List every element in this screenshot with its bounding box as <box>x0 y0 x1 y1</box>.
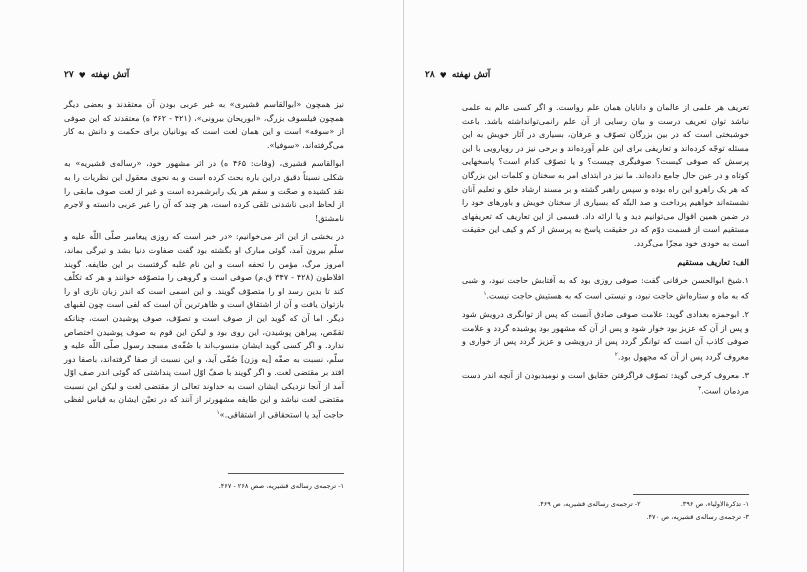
book-title: آتش نهفته <box>90 70 130 80</box>
footnote-mark: ۱ <box>216 410 220 417</box>
list-item-text: ۱.شیخ ابوالحسن خرقانی گفت: صوفی روزی بود که به آفتابش حاجت نبود، و شبی که به ماه و ستاره‌اش حاجت نبود، و نیستی است که به هستیش حاجت نیست. <box>462 275 749 301</box>
footnote: ۳- ترجمه‌ی رساله‌ی قشیریه، ص ۴۷۰. <box>646 513 749 521</box>
heart-icon: ♥ <box>439 70 447 80</box>
footnote: ۱- تذکرةالاولیاء، ص ۳۹۶. <box>680 500 749 508</box>
left-page-header <box>64 70 129 80</box>
right-page-header <box>425 70 490 80</box>
footnote: ۲- ترجمه‌ی رساله‌ی قشیریه، ص ۴۶۹. <box>538 500 641 508</box>
section-heading: الف: تعاریف مستقیم <box>677 256 749 267</box>
paragraph: تعریف هر علمی از عالمان و دانایان همان علم رواست. و اگر کسی عالم به علمی نباشد توان تعریف درست و بیان رسایی از آن علم رانمی‌توانداشته باشد. باعث خوشبختی است که در بین بزرگان تصوّف و عرفان، بسیاری در آثار خویش به این مسئله توجّه کرده‌اند و تعاریفی برای این علم آورده‌اند و برخی نیز در رویارویی با این پرسش که صوفی کیست؟ صوفیگری چیست؟ و یا تصوّف کدام است؟ پاسخهایی کوتاه و در عین حال جامع داده‌اند. ما نیز در ابتدای امر به سخنان و کلمات این بزرگان که هر یک راهرو این راه بوده و سپس راهبر گشته و بر مسند ارشاد خلق و تعلیم آنان نشسته‌اند خواهیم پرداخت و صد البتّه که بسیاری از سخنان خویش و باورهای خود را در ضمن همین اقوال می‌توانیم دید و یا ارائه داد. قسمی از این تعاریف که تعریفهای مستقیم است از قسمت دوّم که در حقیقت پاسخ به پرسش از کم و کیف این حقیقت است به خودی خود مجزّا می‌گردد. <box>462 102 749 248</box>
footnote-mark: ۳ <box>698 385 702 392</box>
paragraph: ابوالقاسم قشیری، (وفات: ۴۶۵ ه) در اثر مشهور خود، «رساله‌ی قشیریه» به شکلی نسبتاً دقیق دراین باره بحث کرده است و به نحوی معقول این نظریات را به نقد کشیده و صحّت و سقم هر یک رابرشمرده است و غیر از لغت صوف مابقی را از لحاظ ادبی ناشدنی تلقی کرده است، هر چند که آن را غیر عربی دانسته و لاجرم نامشتق! <box>64 158 344 223</box>
paragraph: نیز همچون «ابوالقاسم قشیری» به غیر عربی بودن آن معتقدند و بعضی دیگر همچون فیلسوف بزرگ، «ابوریحان بیرونی»، (۴۲۱ - ۳۶۲ ه) معتقدند که این صوفی از «سوفه» است و این همان لغت است که یونانیان برای حکمت و دانش به کار می‌گرفته‌اند، «سوفیا». <box>64 99 344 150</box>
footnote-mark: ۱ <box>483 290 487 297</box>
left-page <box>0 0 403 572</box>
page-number: ۲۸ <box>425 70 435 80</box>
right-page-body <box>462 101 749 403</box>
footnote-divider <box>633 494 749 495</box>
footnote-divider <box>228 473 344 474</box>
footnote-row <box>462 498 749 511</box>
left-page-body <box>64 98 344 427</box>
footnotes <box>462 498 749 524</box>
page-number: ۲۷ <box>64 70 74 80</box>
footnotes <box>64 480 344 493</box>
footnote: ۱- ترجمه‌ی رساله‌ی قشیریه، صص ۲۶۸ - ۴۶۷. <box>218 482 344 490</box>
footnote-mark: ۲ <box>614 351 618 358</box>
paragraph <box>64 230 344 422</box>
paragraph-text: در بخشی از این اثر می‌خوانیم: «در خبر است که روزی پیغامبر صلّی اللّه علیه و سلّم بیرون آمد، گوئی مبارک او بگشته بود گفت صفاوت دنیا بشد و تیرگی بماند، امروز مرگ، مؤمن را تحفه است و این نام غلبه گرفتست بر این طایفه. گویند افلاطون (۴۲۸ - ۳۴۷ ق.م) صوفی است و گروهی را متصوّفه خوانند و هر که تکلّف کند تا بدین رسد او را متصوّف گویند. و این اسمی است که اندر زبان تازی او را بازتوان یافت و آن از اشتقاق است و ظاهرترین آن است که لفی است چون لقبهای دیگر. اما آن که گوید این از صوف است و تصوّف، صوف پوشیدن است، چنانکه تقمّص، پیراهن پوشیدن، این روی بود و لیکن این قوم به صوف پوشیدن اختصاص ندارد. و اگر کسی گوید ایشان منسوب‌اند با صُفّه‌ی مسجد رسول صلّی اللّه علیه و سلّم، نسبت به صفّه [یه وزن] صُفّی آید، و این نسبت از صفا گرفته‌اند، باصفا دور افتد بر مقتضی لغت. و اگر گویند با صفّ اوّل است پنداشتی که گوئی اندر صف اوّل آمد از آنجا نزدیکی ایشان است به خداوند تعالی از مقتضی لغت و لیکن این نسبت مقتضی لغت نباشد و این طایفه مشهورتر از آنند که در تعیّن ایشان به قیاس لفظی حاجت آید یا استحقاقی از اشتقاقی.» <box>64 231 344 420</box>
list-item <box>462 274 749 303</box>
right-page <box>404 0 807 572</box>
list-item <box>462 369 749 398</box>
book-title: آتش نهفته <box>451 70 491 80</box>
list-item <box>462 308 749 364</box>
list-item-text: ۲. ابوحمزه بغدادی گوید: علامت صوفی صادق آنست که پس از توانگری درویش شود و پس از آن که عزیز بود خوار شود و پس از آن که مشهور بود پوشیده گردد و علامت صوفی کاذب آن است که توانگر گردد پس از درویشی و عزیز گردد پس از خواری و معروف گردد پس از آن که مجهول بود. <box>462 309 749 362</box>
list-item-text: ۳. معروف کرخی گوید: تصوّف فراگرفتن حقایق است و نومیدبودن از آنچه اندر دست مردمان است. <box>462 370 749 396</box>
heart-icon: ♥ <box>78 70 86 80</box>
